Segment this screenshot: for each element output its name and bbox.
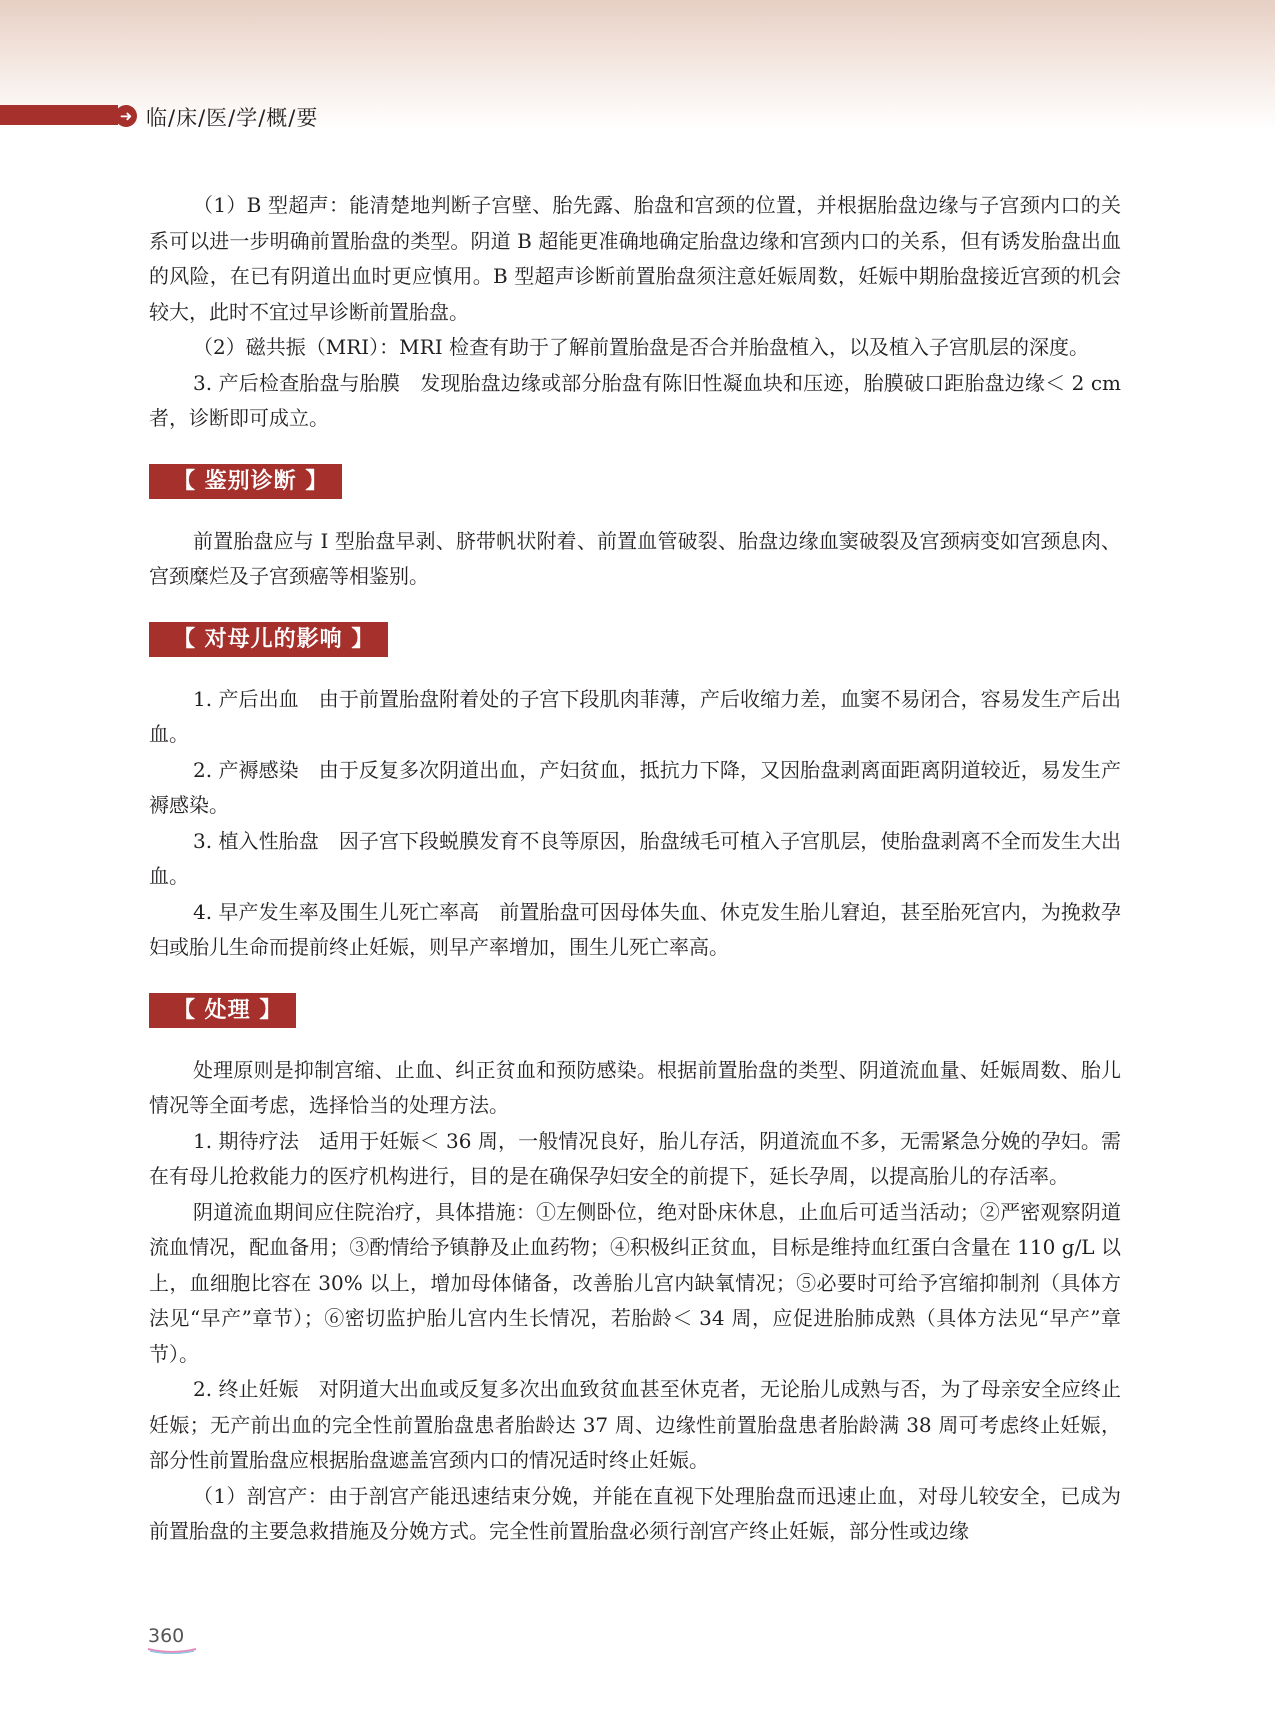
paragraph: 3. 植入性胎盘 因子宫下段蜕膜发育不良等原因，胎盘绒毛可植入子宫肌层，使胎盘剥离不全而发生大出血。 [149, 828, 1121, 888]
section-heading-treatment: 【 处理 】 [149, 993, 296, 1028]
paragraph: （1）B 型超声：能清楚地判断子宫壁、胎先露、胎盘和宫颈的位置，并根据胎盘边缘与子宫颈内口的关系可以进一步明确前置胎盘的类型。阴道 B 超能更准确地确定胎盘边缘和宫颈内口的关系，但有诱发胎盘出血的风险，在已有阴道出血时更应慎用。B 型超声诊断前置胎盘须注意妊娠周数，妊娠中期胎盘接近宫颈的机会较大，此时不宜过早诊断前置胎盘。 [149, 193, 1121, 324]
arrow-right-circle-icon: ➜ [115, 105, 137, 127]
page-number-swoosh-icon [146, 1646, 198, 1654]
page-content [149, 188, 1121, 1550]
paragraph: 4. 早产发生率及围生儿死亡率高 前置胎盘可因母体失血、休克发生胎儿窘迫，甚至胎死宫内，为挽救孕妇或胎儿生命而提前终止妊娠，则早产率增加，围生儿死亡率高。 [149, 899, 1121, 959]
paragraph: 前置胎盘应与 I 型胎盘早剥、脐带帆状附着、前置血管破裂、胎盘边缘血窦破裂及宫颈病变如宫颈息肉、宫颈糜烂及子宫颈癌等相鉴别。 [149, 528, 1121, 588]
page-number: 360 [148, 1625, 185, 1647]
paragraph: 3. 产后检查胎盘与胎膜 发现胎盘边缘或部分胎盘有陈旧性凝血块和压迹，胎膜破口距胎盘边缘＜ 2 cm 者，诊断即可成立。 [149, 370, 1121, 430]
paragraph: （2）磁共振（MRI）：MRI 检查有助于了解前置胎盘是否合并胎盘植入，以及植入子宫肌层的深度。 [193, 335, 1089, 359]
paragraph: 1. 产后出血 由于前置胎盘附着处的子宫下段肌肉菲薄，产后收缩力差，血窦不易闭合，容易发生产后出血。 [149, 686, 1121, 746]
header-accent-bar [0, 105, 118, 125]
paragraph: （1）剖宫产：由于剖宫产能迅速结束分娩，并能在直视下处理胎盘而迅速止血，对母儿较安全，已成为前置胎盘的主要急救措施及分娩方式。完全性前置胎盘必须行剖宫产终止妊娠，部分性或边缘 [149, 1483, 1121, 1543]
paragraph: 处理原则是抑制宫缩、止血、纠正贫血和预防感染。根据前置胎盘的类型、阴道流血量、妊娠周数、胎儿情况等全面考虑，选择恰当的处理方法。 [149, 1057, 1121, 1117]
paragraph: 1. 期待疗法 适用于妊娠＜ 36 周，一般情况良好，胎儿存活，阴道流血不多，无需紧急分娩的孕妇。需在有母儿抢救能力的医疗机构进行，目的是在确保孕妇安全的前提下，延长孕周，以提高胎儿的存活率。 [149, 1128, 1121, 1188]
book-title: 临/床/医/学/概/要 [146, 106, 319, 130]
paragraph: 2. 终止妊娠 对阴道大出血或反复多次出血致贫血甚至休克者，无论胎儿成熟与否，为了母亲安全应终止妊娠；无产前出血的完全性前置胎盘患者胎龄达 37 周、边缘性前置胎盘患者胎龄满 38 周可考虑终止妊娠，部分性前置胎盘应根据胎盘遮盖宫颈内口的情况适时终止妊娠。 [149, 1377, 1121, 1472]
section-heading-maternal-fetal-effects: 【 对母儿的影响 】 [149, 622, 388, 657]
paragraph: 2. 产褥感染 由于反复多次阴道出血，产妇贫血，抵抗力下降，又因胎盘剥离面距离阴道较近，易发生产褥感染。 [149, 757, 1121, 817]
paragraph: 阴道流血期间应住院治疗，具体措施：①左侧卧位，绝对卧床休息，止血后可适当活动；②严密观察阴道流血情况，配血备用；③酌情给予镇静及止血药物；④积极纠正贫血，目标是维持血红蛋白含量在 110 g/L 以上，血细胞比容在 30% 以上，增加母体储备，改善胎儿宫内缺氧情况；⑤必要时可给予宫缩抑制剂（具体方法见“早产”章节）；⑥密切监护胎儿宫内生长情况，若胎龄＜ 34 周，应促进胎肺成熟（具体方法见“早产”章节）。 [149, 1199, 1121, 1366]
section-heading-differential-diagnosis: 【 鉴别诊断 】 [149, 464, 342, 499]
